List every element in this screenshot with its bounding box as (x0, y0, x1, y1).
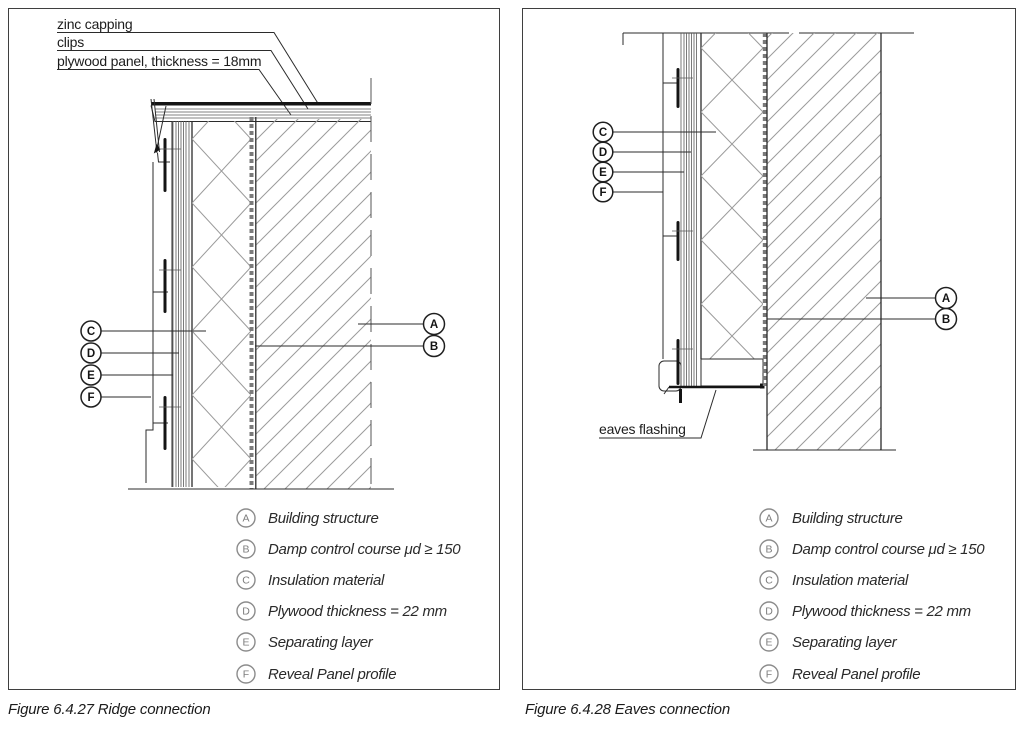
legend-key: E (242, 636, 250, 649)
figure-caption-eaves: Figure 6.4.28 Eaves connection (525, 701, 730, 718)
figure-ridge-connection (8, 8, 500, 690)
legend-key: A (765, 512, 773, 525)
legend-key: D (242, 605, 250, 618)
callout-C-letter: C (598, 127, 608, 139)
legend-row (237, 571, 385, 589)
legend-key: C (242, 574, 250, 587)
callout-C-letter: C (86, 326, 96, 338)
panel-layer-lines (681, 33, 701, 386)
eaves-detail-drawing (523, 9, 1014, 688)
building-structure-hatch (767, 33, 881, 450)
callout-E (593, 162, 684, 182)
callout-E-letter: E (599, 167, 607, 179)
legend-key: A (242, 512, 250, 525)
legend-label: Building structure (268, 510, 379, 527)
callout-A-letter: A (429, 319, 439, 331)
legend-key: B (765, 543, 773, 556)
callout-C (81, 321, 206, 341)
legend-key: D (765, 605, 773, 618)
legend-label: Reveal Panel profile (268, 666, 397, 683)
ridge-cap-assembly (151, 102, 371, 122)
legend-label: Plywood thickness = 22 mm (268, 603, 447, 620)
plywood-panel-leader-line (57, 70, 291, 116)
callout-F (593, 182, 663, 202)
callout-C (593, 122, 716, 142)
legend (237, 509, 461, 683)
eaves-flashing-label: eaves flashing (599, 421, 686, 437)
plywood-panel-label: plywood panel, thickness = 18mm (57, 53, 262, 69)
legend-label: Insulation material (792, 572, 909, 589)
legend-label: Damp control course μd ≥ 150 (792, 541, 985, 558)
ridge-detail-drawing (9, 9, 498, 688)
annotation-eaves-flashing (599, 390, 716, 438)
insulation-hatch (701, 33, 763, 359)
legend-row (237, 665, 396, 683)
legend-row (760, 571, 909, 589)
zinc-capping-label: zinc capping (57, 16, 133, 32)
legend-row (760, 602, 971, 620)
building-structure (753, 33, 896, 450)
callout-B-letter: B (941, 314, 951, 326)
callout-E (81, 365, 173, 385)
legend-key: F (242, 668, 250, 681)
legend-row (760, 633, 898, 651)
damp-control-course (252, 117, 256, 489)
callout-F (81, 387, 151, 407)
legend-label: Plywood thickness = 22 mm (792, 603, 971, 620)
panel-layer-lines (172, 121, 192, 487)
callout-D-letter: D (86, 348, 96, 360)
legend-row (237, 509, 379, 527)
legend-row (760, 540, 985, 558)
legend-label: Separating layer (792, 634, 897, 651)
legend-key: C (765, 574, 773, 587)
legend-label: Damp control course μd ≥ 150 (268, 541, 461, 558)
annotation-clips (57, 34, 308, 109)
legend-row (760, 509, 903, 527)
callout-D (593, 142, 691, 162)
legend-key: E (765, 636, 773, 649)
legend-label: Building structure (792, 510, 903, 527)
legend-label: Insulation material (268, 572, 385, 589)
figure-caption-ridge: Figure 6.4.27 Ridge connection (8, 701, 211, 718)
clips-label: clips (57, 34, 85, 50)
legend-key: F (765, 668, 773, 681)
legend-key: B (242, 543, 250, 556)
legend-label: Separating layer (268, 634, 373, 651)
building-structure (128, 78, 394, 489)
legend (760, 509, 985, 683)
callout-D-letter: D (598, 147, 608, 159)
panel-clips (672, 68, 693, 385)
callout-E-letter: E (87, 370, 95, 382)
legend-row (760, 665, 920, 683)
insulation-hatch (192, 121, 251, 487)
legend-label: Reveal Panel profile (792, 666, 921, 683)
callout-D (81, 343, 179, 363)
panel-clips (159, 138, 181, 450)
zinc-capping-flap (151, 99, 170, 162)
legend-row (237, 602, 447, 620)
figure-eaves-connection (522, 8, 1016, 690)
callout-F-letter: F (599, 187, 607, 199)
legend-row (237, 540, 461, 558)
eaves-closure-strip (701, 359, 763, 386)
callout-F-letter: F (87, 392, 95, 404)
callout-A-letter: A (941, 293, 951, 305)
callout-B-letter: B (429, 341, 439, 353)
legend-row (237, 633, 374, 651)
annotation-plywood-panel (57, 53, 291, 115)
building-structure-hatch (257, 119, 372, 489)
